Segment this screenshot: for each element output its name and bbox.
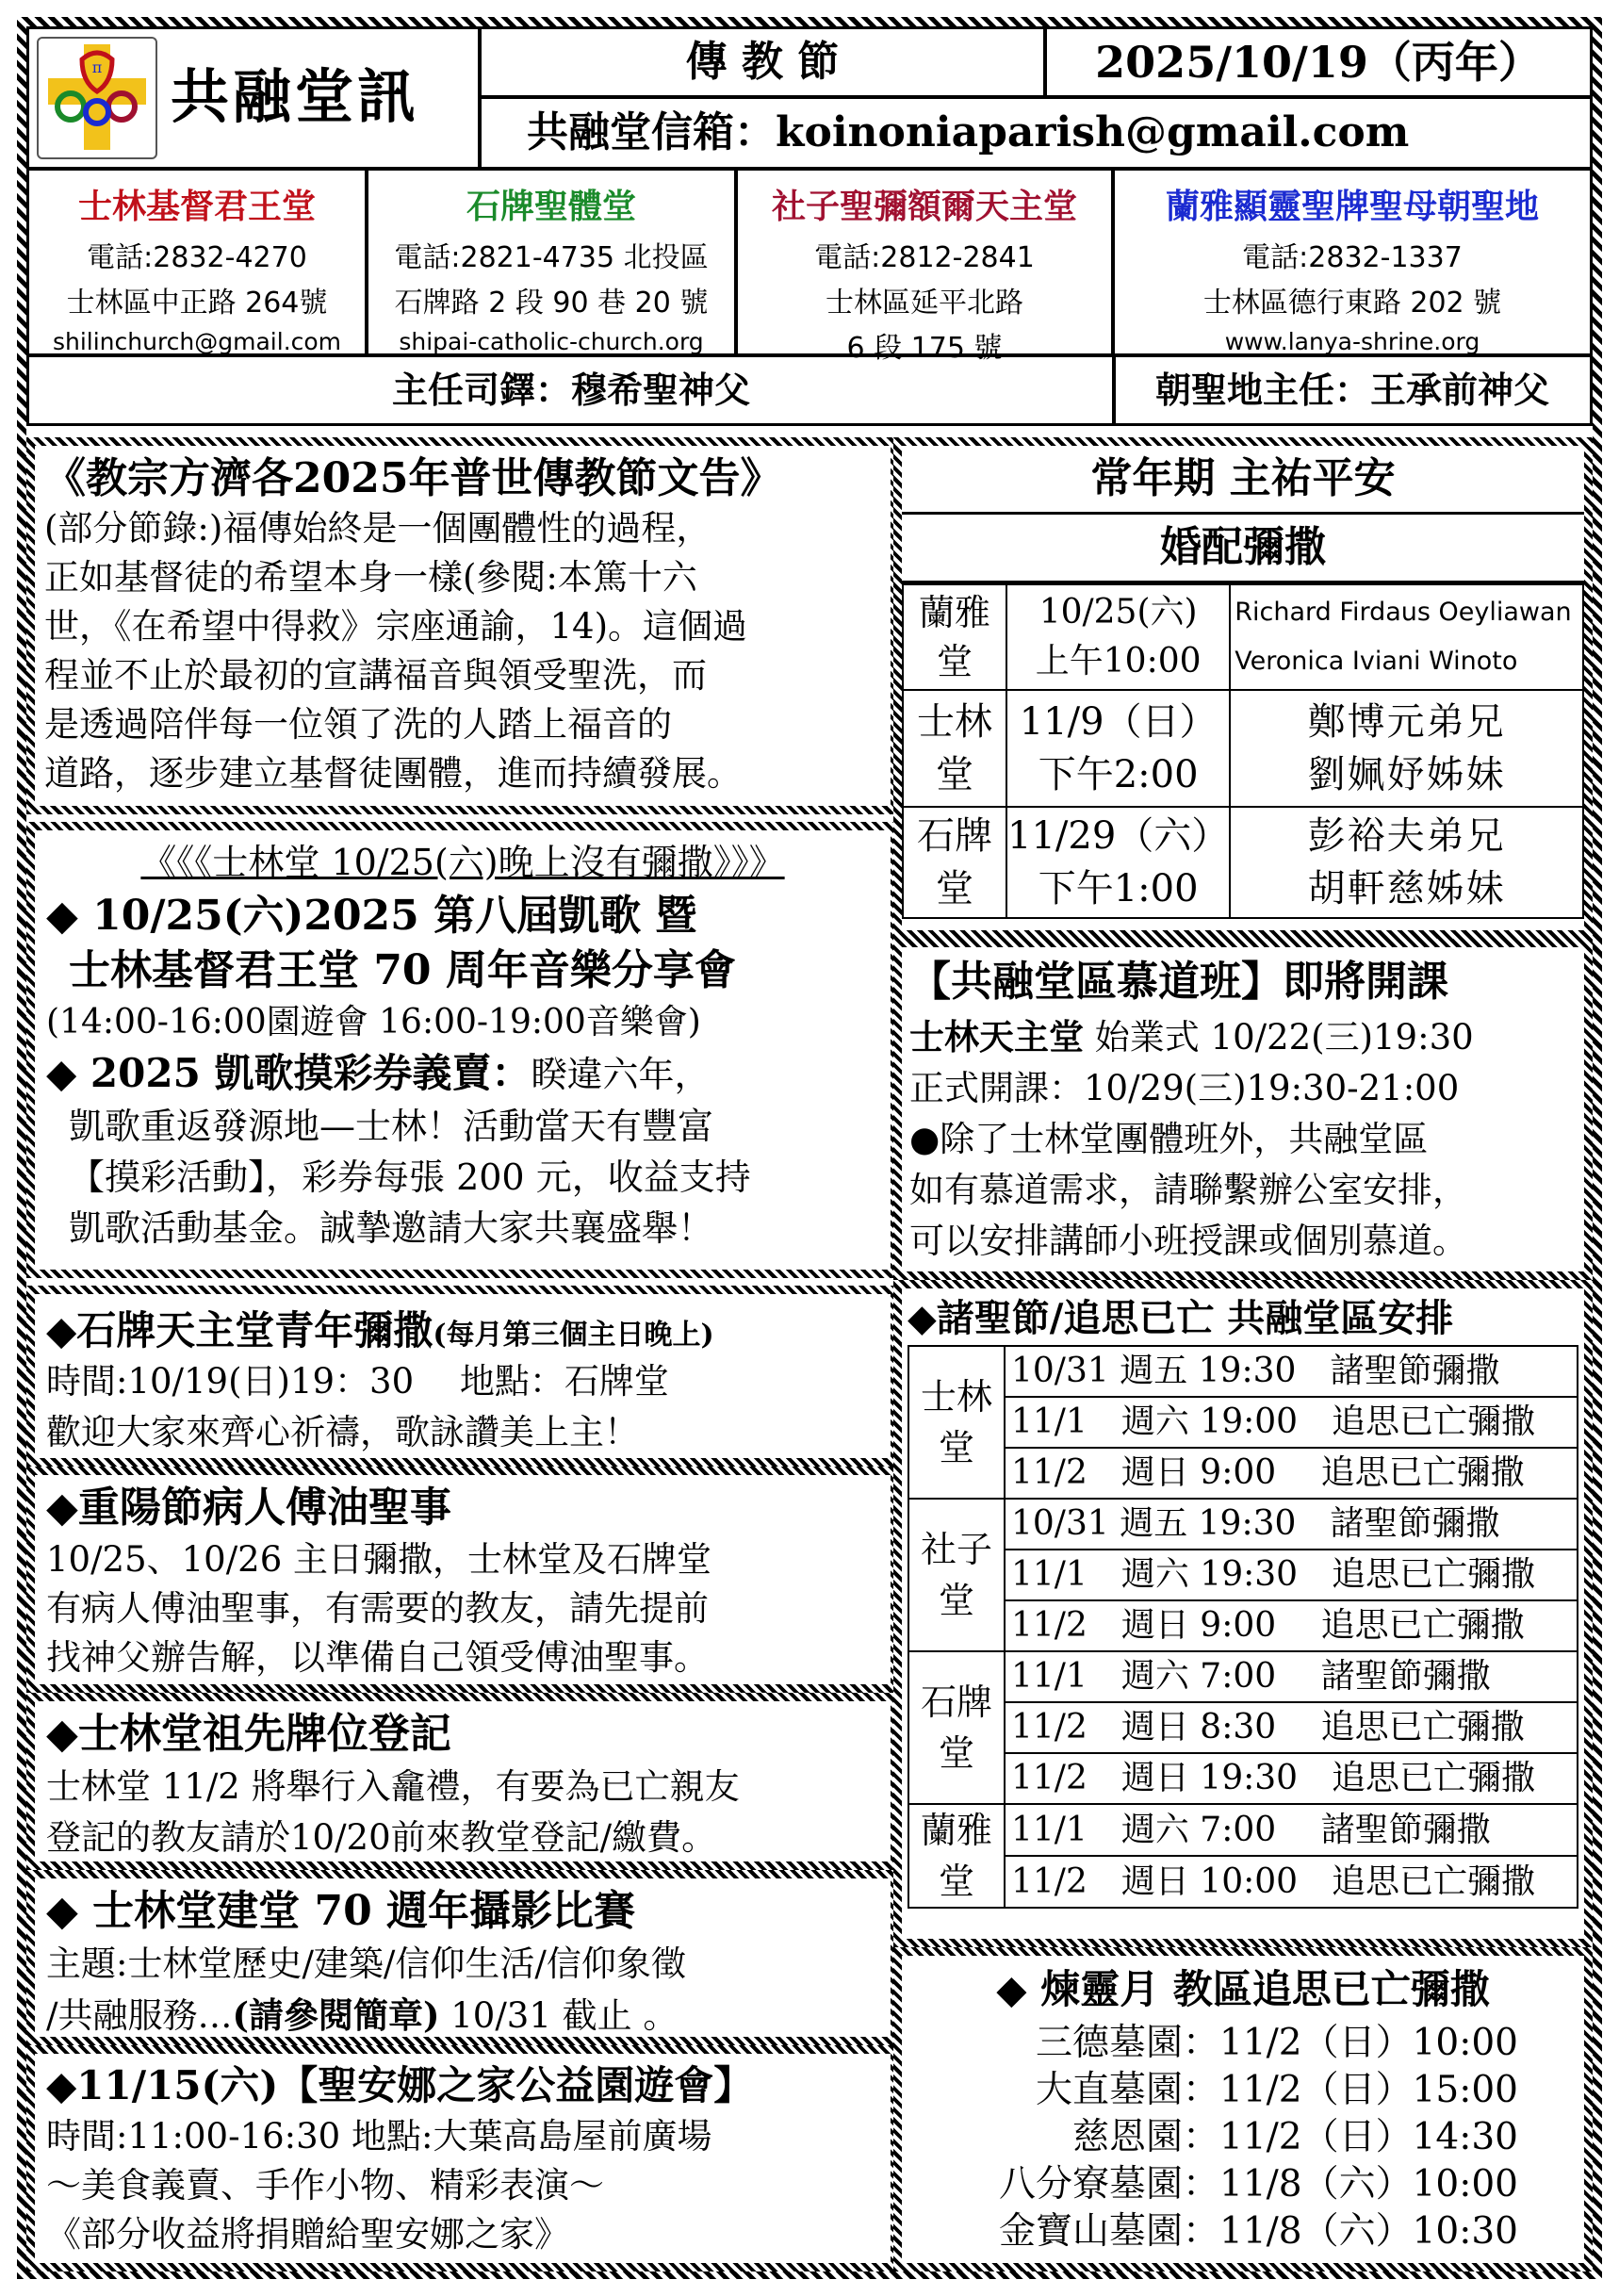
pastor-row: 主任司鐸：穆希聖神父	[26, 354, 1116, 426]
ancestor-line: 士林堂 11/2 將舉行入龕禮，有要為已亡親友	[46, 1766, 740, 1807]
youth-mass-title: ◆石牌天主堂青年彌撒	[46, 1307, 433, 1353]
church-card-shipai	[366, 168, 737, 356]
wedding-couple: Richard Firdaus Oeyliawan Veronica Iviani Winoto	[1230, 584, 1583, 690]
anointing-line: 找神父辦告解，以準備自己領受傅油聖事。	[46, 1637, 709, 1678]
catechumen-opening	[909, 1011, 1577, 1063]
message-line: 是透過陪伴每一位領了洗的人踏上福音的	[44, 704, 672, 745]
all-saints-table	[908, 1345, 1578, 1909]
church-phone: 電話:2832-4270	[87, 241, 307, 274]
issue-date: 2025/10/19（丙年）	[1044, 26, 1593, 98]
table-row	[903, 690, 1583, 807]
header-title-cell	[26, 26, 481, 170]
church-card-shilin	[26, 168, 368, 356]
email-row	[479, 96, 1593, 170]
anna-line: 時間:11:00-16:30 地點:大葉高島屋前廣場	[46, 2116, 712, 2157]
church-name: 石牌聖體堂	[466, 188, 636, 226]
wedding-datetime: 10/25(六) 上午10:00	[1006, 584, 1230, 690]
anna-fair-section	[26, 2045, 899, 2271]
lottery-line: 凱歌重返發源地—士林！活動當天有豐富	[69, 1106, 714, 1147]
church-phone: 電話:2812-2841	[814, 241, 1035, 274]
table-row	[908, 1448, 1578, 1499]
schedule-entry: 11/2 週日 19:30 追思已亡彌撒	[1005, 1753, 1578, 1804]
schedule-entry: 11/1 週六 7:00 諸聖節彌撒	[1005, 1651, 1578, 1702]
schedule-entry: 11/2 週日 10:00 追思已亡彌撒	[1005, 1856, 1578, 1908]
schedule-entry: 11/2 週日 8:30 追思已亡彌撒	[1005, 1702, 1578, 1753]
photo-deadline	[46, 1990, 879, 2042]
schedule-entry: 11/1 週六 19:30 追思已亡彌撒	[1005, 1550, 1578, 1600]
anna-body	[46, 2112, 879, 2259]
youth-mass-heading	[46, 1300, 879, 1356]
message-line: 世，《在希望中得救》宗座通諭，14)。這個過	[44, 606, 748, 647]
cemetery-item: 大直墓園：11/2（日）15:00	[1036, 2069, 1518, 2111]
youth-mass-invite: 歡迎大家來齊心祈禱，歌詠讚美上主！	[46, 1412, 639, 1452]
schedule-church: 石牌 堂	[908, 1651, 1005, 1804]
table-row	[908, 1499, 1578, 1550]
anointing-line: 10/25、10/26 主日彌撒，士林堂及石牌堂	[46, 1539, 712, 1580]
message-line: 正如基督徒的希望本身一樣(參閱:本篤十六	[44, 557, 697, 598]
parish-logo	[37, 37, 157, 159]
photo-title: ◆ 士林堂建堂 70 週年攝影比賽	[46, 1887, 636, 1935]
email-label: 共融堂信箱：	[527, 108, 776, 156]
church-name: 社子聖彌額爾天主堂	[771, 188, 1077, 226]
wedding-datetime: 11/29（六） 下午1:00	[1006, 807, 1230, 918]
lottery-line: 凱歌活動基金。誠摯邀請大家共襄盛舉！	[69, 1207, 714, 1249]
church-address: 士林區德行東路 202 號	[1202, 287, 1502, 320]
concert-section	[26, 822, 899, 1278]
photo-theme: 主題:士林堂歷史/建築/信仰生活/信仰象徵	[46, 1943, 686, 1984]
anointing-section	[26, 1467, 899, 1693]
youth-mass-section	[26, 1286, 899, 1467]
ordinary-time-banner: 常年期 主祐平安	[902, 446, 1584, 515]
anna-title: ◆11/15(六)【聖安娜之家公益園遊會】	[46, 2062, 754, 2108]
message-title: 《教宗方濟各2025年普世傳教節文告》	[44, 454, 782, 502]
church-card-lanya	[1112, 168, 1593, 356]
schedule-entry: 11/2 週日 9:00 追思已亡彌撒	[1005, 1448, 1578, 1499]
message-section	[26, 437, 899, 814]
wedding-church: 石牌 堂	[903, 807, 1006, 918]
newsletter-title: 共融堂訊	[171, 62, 420, 131]
church-address-2: 6 段 175 號	[846, 332, 1003, 365]
catechumen-body	[909, 1114, 1577, 1267]
catechumen-section	[893, 939, 1593, 1280]
church-name: 蘭雅顯靈聖牌聖母朝聖地	[1165, 188, 1539, 226]
wedding-table	[902, 583, 1584, 919]
ancestor-section	[26, 1693, 899, 1870]
schedule-church: 蘭雅 堂	[908, 1804, 1005, 1908]
schedule-entry: 11/2 週日 9:00 追思已亡彌撒	[1005, 1600, 1578, 1651]
anointing-line: 有病人傅油聖事，有需要的教友，請先提前	[46, 1588, 709, 1629]
table-row	[908, 1346, 1578, 1397]
church-address: 士林區中正路 264號	[66, 287, 328, 320]
table-row	[908, 1856, 1578, 1908]
catechumen-title: 【共融堂區慕道班】即將開課	[909, 958, 1448, 1006]
wedding-couple: 彭裕夫弟兄 胡軒慈姊妹	[1230, 807, 1583, 918]
table-row	[908, 1651, 1578, 1702]
cemetery-list	[911, 2020, 1575, 2255]
ancestor-line: 登記的教友請於10/20前來教堂登記/繳費。	[46, 1817, 717, 1858]
no-mass-notice: 《《《士林堂 10/25(六)晚上沒有彌撒》》》	[140, 842, 785, 883]
table-row	[908, 1753, 1578, 1804]
catechumen-class-time: 正式開課：10/29(三)19:30-21:00	[909, 1068, 1460, 1108]
ancestor-body	[46, 1762, 879, 1863]
table-row	[903, 584, 1583, 690]
message-line: 道路，逐步建立基督徒團體，進而持續發展。	[44, 753, 742, 794]
wedding-title: 婚配彌撒	[902, 515, 1584, 583]
youth-mass-time: 時間:10/19(日)19：30 地點：石牌堂	[46, 1361, 669, 1402]
concert-time: (14:00-16:00園遊會 16:00-19:00音樂會)	[46, 1003, 701, 1041]
church-website[interactable]: www.lanya-shrine.org	[1224, 328, 1480, 355]
cemetery-item: 三德墓園：11/2（日）10:00	[1036, 2022, 1518, 2064]
catechumen-church: 士林天主堂	[909, 1016, 1084, 1058]
anointing-body	[46, 1535, 879, 1682]
church-email[interactable]: shilinchurch@gmail.com	[52, 328, 342, 355]
catechumen-line: 可以安排講師小班授課或個別慕道。	[909, 1221, 1467, 1261]
lottery-intro: 睽違六年，	[531, 1054, 711, 1095]
wedding-couple: 鄭博元弟兄 劉姵妤姊妹	[1230, 690, 1583, 807]
wedding-section	[893, 437, 1593, 939]
photo-theme-cont: /共融服務…	[46, 1995, 233, 2036]
cemetery-section	[893, 1947, 1593, 2271]
anna-line: ～美食義賣、手作小物、精彩表演～	[46, 2165, 604, 2206]
message-body	[44, 504, 881, 798]
table-row	[908, 1397, 1578, 1448]
svg-text:π: π	[91, 58, 103, 76]
lottery-line: 【摸彩活動】，彩券每張 200 元，收益支持	[69, 1156, 751, 1198]
lottery-title: ◆ 2025 凱歌摸彩券義賣：	[46, 1050, 531, 1096]
all-saints-title: ◆諸聖節/追思已亡 共融堂區安排	[908, 1296, 1454, 1340]
schedule-church: 士林 堂	[908, 1346, 1005, 1499]
wedding-datetime: 11/9（日） 下午2:00	[1006, 690, 1230, 807]
ancestor-title: ◆士林堂祖先牌位登記	[46, 1710, 451, 1758]
church-website[interactable]: shipai-catholic-church.org	[399, 328, 704, 355]
youth-mass-note: (每月第三個主日晚上)	[433, 1319, 714, 1352]
church-name: 士林基督君王堂	[77, 188, 316, 226]
catechumen-opening-time: 始業式 10/22(三)19:30	[1084, 1017, 1474, 1058]
all-saints-section	[893, 1280, 1593, 1947]
catechumen-line: 如有慕道需求，請聯繫辦公室安排，	[909, 1170, 1467, 1210]
table-row	[908, 1804, 1578, 1856]
photo-see-rules: (請參閱簡章)	[232, 1994, 440, 2036]
anna-line: 《部分收益將捐贈給聖安娜之家》	[46, 2214, 569, 2255]
schedule-entry: 11/1 週六 7:00 諸聖節彌撒	[1005, 1804, 1578, 1856]
wedding-church: 士林 堂	[903, 690, 1006, 807]
feast-name: 傳 教 節	[479, 26, 1046, 98]
church-address: 士林區延平北路	[826, 287, 1023, 320]
schedule-entry: 10/31 週五 19:30 諸聖節彌撒	[1005, 1346, 1578, 1397]
table-row	[908, 1600, 1578, 1651]
photo-contest-section	[26, 1870, 899, 2045]
table-row	[908, 1550, 1578, 1600]
schedule-entry: 10/31 週五 19:30 諸聖節彌撒	[1005, 1499, 1578, 1550]
wedding-church: 蘭雅 堂	[903, 584, 1006, 690]
shrine-director-row: 朝聖地主任：王承前神父	[1112, 354, 1593, 426]
concert-subtitle: 士林基督君王堂 70 周年音樂分享會	[69, 946, 736, 994]
catechumen-line: ●除了士林堂團體班外，共融堂區	[909, 1119, 1429, 1159]
church-phone: 電話:2832-1337	[1242, 241, 1463, 274]
anointing-title: ◆重陽節病人傅油聖事	[46, 1484, 451, 1532]
concert-title: ◆ 10/25(六)2025 第八屆凱歌 暨	[46, 892, 697, 940]
schedule-church: 社子 堂	[908, 1499, 1005, 1651]
lottery-heading	[46, 1047, 879, 1101]
lottery-body	[46, 1101, 879, 1254]
schedule-entry: 11/1 週六 19:00 追思已亡彌撒	[1005, 1397, 1578, 1448]
cemetery-item: 慈恩園：11/2（日）14:30	[1072, 2116, 1518, 2158]
table-row	[903, 807, 1583, 918]
church-card-shezi	[735, 168, 1114, 365]
message-line: 程並不止於最初的宣講福音與領受聖洗，而	[44, 655, 707, 696]
cemetery-item: 八分寮墓園：11/8（六）10:00	[999, 2163, 1518, 2206]
cemetery-title: ◆ 煉靈月 教區追思已亡彌撒	[996, 1966, 1490, 2012]
cemetery-item: 金寶山墓園：11/8（六）10:30	[999, 2210, 1518, 2253]
photo-deadline-text: 10/31 截止 。	[439, 1995, 679, 2036]
church-address: 石牌路 2 段 90 巷 20 號	[394, 287, 709, 320]
message-line: (部分節錄:)福傳始終是一個團體性的過程，	[44, 508, 711, 549]
church-phone: 電話:2821-4735 北投區	[394, 241, 709, 274]
table-row	[908, 1702, 1578, 1753]
email-link[interactable]: koinoniaparish@gmail.com	[776, 108, 1410, 156]
